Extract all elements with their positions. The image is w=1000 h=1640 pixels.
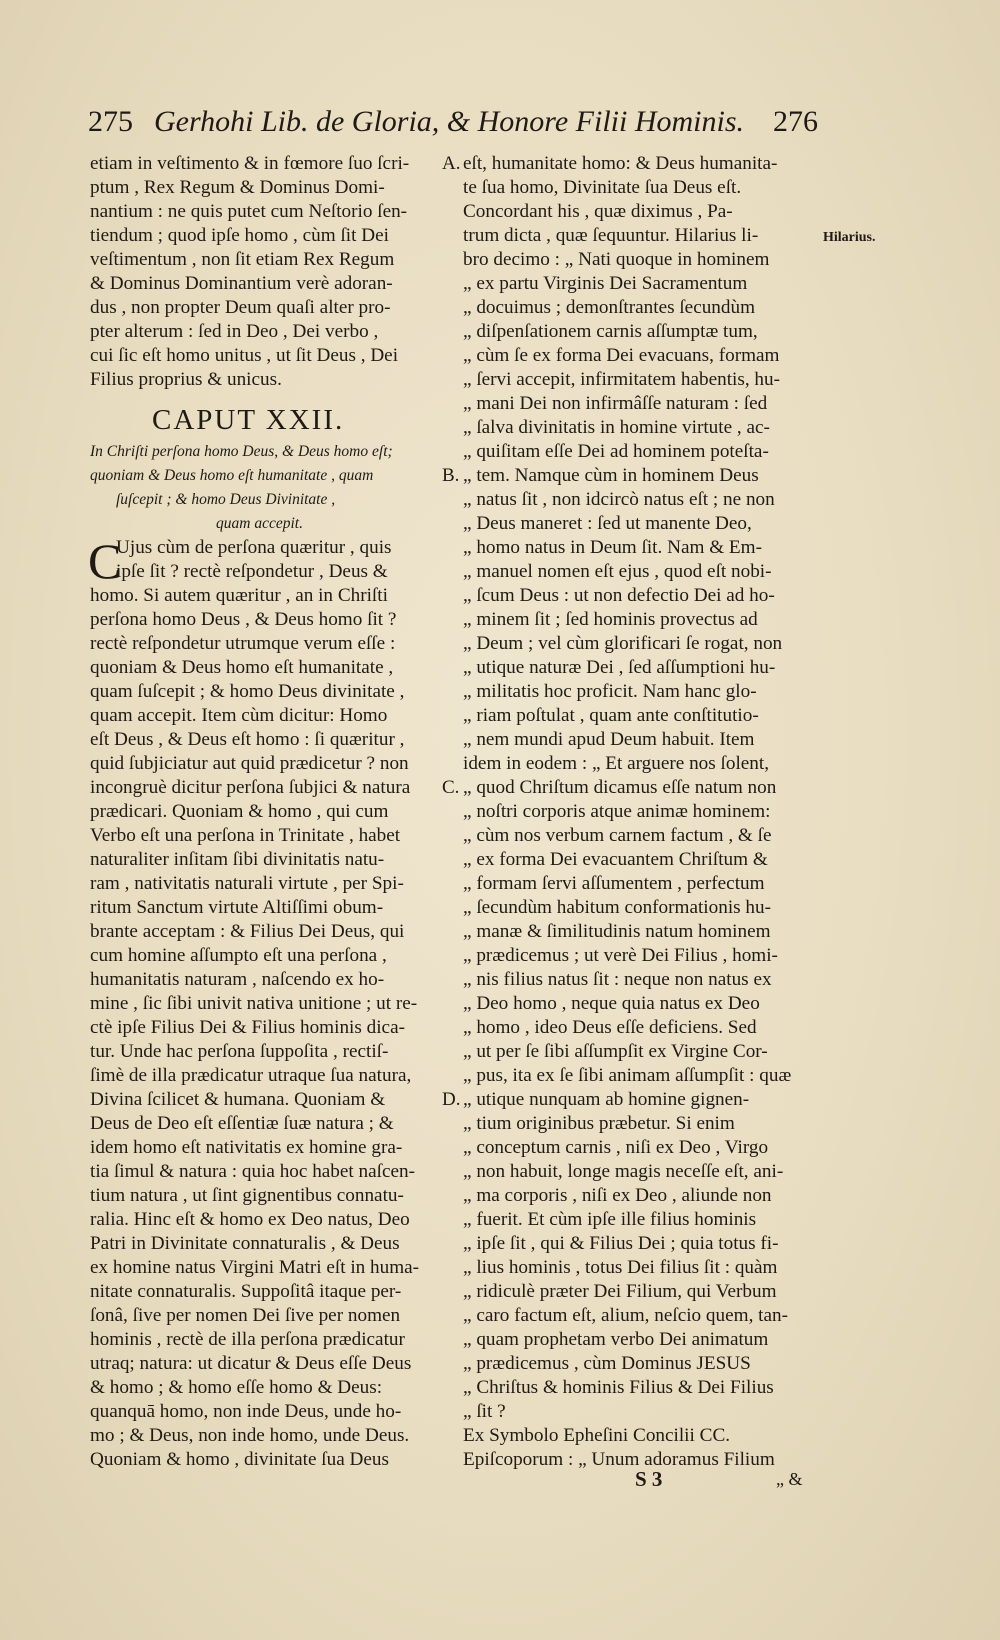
text-line: „ ridiculè præter Dei Filium, qui Verbum: [463, 1281, 777, 1302]
text-line: Quoniam & homo , divinitate ſua Deus: [90, 1449, 389, 1470]
text-line: humanitatis naturam , naſcendo ex ho-: [90, 969, 385, 990]
section-letter-a: A.: [442, 153, 461, 174]
chapter-summary-line: quam accepit.: [216, 515, 303, 532]
right-column: [463, 152, 823, 1472]
text-line: Filius proprius & unicus.: [90, 369, 282, 390]
text-line: Deus de Deo eſt eſſentiæ ſuæ natura ; &: [90, 1113, 394, 1134]
text-line: tium natura , ut ſint gignentibus connatu-: [90, 1185, 404, 1206]
section-letter-d: D.: [442, 1089, 461, 1110]
text-line: & homo ; & homo eſſe homo & Deus:: [90, 1377, 383, 1398]
catchword: „ &: [776, 1469, 803, 1489]
text-line: veſtimentum , non ſit etiam Rex Regum: [90, 249, 395, 270]
text-line: quam accepit. Item cùm dicitur: Homo: [90, 705, 388, 726]
chapter-summary-line: quoniam & Deus homo eſt humanitate , quam: [90, 467, 374, 484]
text-line: tiendum ; quod ipſe homo , cùm ſit Dei: [90, 225, 389, 246]
text-line: „ diſpenſationem carnis aſſumptæ tum,: [463, 321, 758, 342]
text-line: ſimè de illa prædicatur utraque ſua natura,: [90, 1065, 412, 1086]
text-line: nantium : ne quis putet cum Neſtorio ſen-: [90, 201, 408, 222]
text-line: ctè ipſe Filius Dei & Filius hominis dica-: [90, 1017, 405, 1038]
text-line: trum dicta , quæ ſequuntur. Hilarius li-: [463, 225, 759, 246]
text-line: prædicari. Quoniam & homo , qui cum: [90, 801, 389, 822]
text-line: „ prædicemus , cùm Dominus JESUS: [463, 1353, 751, 1374]
text-line: „ noſtri corporis atque animæ hominem:: [463, 801, 771, 822]
text-line: Concordant his , quæ diximus , Pa-: [463, 201, 733, 222]
text-line: „ minem ſit ; ſed hominis provectus ad: [463, 609, 758, 630]
text-line: „ manuel nomen eſt ejus , quod eſt nobi-: [463, 561, 772, 582]
text-line: „ homo natus in Deum ſit. Nam & Em-: [463, 537, 762, 558]
text-line: „ docuimus ; demonſtrantes ſecundùm: [463, 297, 756, 318]
page-number-left: 275: [88, 105, 133, 138]
text-line: „ quod Chriſtum dicamus eſſe natum non: [463, 777, 777, 798]
left-column: [90, 152, 440, 1472]
text-line: quam ſuſcepit ; & homo Deus divinitate ,: [90, 681, 405, 702]
text-line: „ formam ſervi aſſumentem , perfectum: [463, 873, 765, 894]
text-line: tia ſimul & natura : quia hoc habet naſcen-: [90, 1161, 416, 1182]
text-line: „ cùm nos verbum carnem factum , & ſe: [463, 825, 772, 846]
text-line: incongruè dicitur perſona ſubjici & natura: [90, 777, 411, 798]
text-line: cum homine aſſumpto eſt una perſona ,: [90, 945, 387, 966]
text-line: Verbo eſt una perſona in Trinitate , habet: [90, 825, 401, 846]
text-line: „ Deum ; vel cùm glorificari ſe rogat, non: [463, 633, 783, 654]
text-line: „ utique nunquam ab homine gignen-: [463, 1089, 750, 1110]
text-line: idem homo eſt nativitatis ex homine gra-: [90, 1137, 403, 1158]
chapter-heading: CAPUT XXII.: [152, 404, 345, 436]
text-line: „ mani Dei non infirmâſſe naturam : ſed: [463, 393, 768, 414]
text-line: „ ex partu Virginis Dei Sacramentum: [463, 273, 748, 294]
section-letter-b: B.: [442, 465, 460, 486]
text-line: nitate connaturalis. Suppoſitâ itaque per-: [90, 1281, 402, 1302]
margin-note-hilarius: Hilarius.: [823, 230, 876, 245]
text-line: „ tem. Namque cùm in hominem Deus: [463, 465, 759, 486]
text-line: bro decimo : „ Nati quoque in hominem: [463, 249, 770, 270]
text-line: ralia. Hinc eſt & homo ex Deo natus, Deo: [90, 1209, 410, 1230]
text-line: eſt Deus , & Deus eſt homo : ſi quæritur ,: [90, 729, 405, 750]
text-line: Patri in Divinitate connaturalis , & Deus: [90, 1233, 400, 1254]
text-line: ex homine natus Virgini Matri eſt in huma-: [90, 1257, 420, 1278]
text-line: „ utique naturæ Dei , ſed aſſumptioni hu-: [463, 657, 776, 678]
text-line: brante acceptam : & Filius Dei Deus, qui: [90, 921, 405, 942]
text-line: „ ipſe ſit , qui & Filius Dei ; quia totus fi-: [463, 1233, 779, 1254]
text-line: „ ſcum Deus : ut non defectio Dei ad ho-: [463, 585, 775, 606]
text-line: „ fuerit. Et cùm ipſe ille filius hominis: [463, 1209, 757, 1230]
text-line: „ quam prophetam verbo Dei animatum: [463, 1329, 769, 1350]
text-line: ram , nativitatis naturali virtute , per Spi-: [90, 873, 404, 894]
text-line: quid ſubjiciatur aut quid prædicetur ? non: [90, 753, 409, 774]
text-line: „ caro factum eſt, alium, neſcio quem, tan-: [463, 1305, 788, 1326]
text-line: tur. Unde hac perſona ſuppoſita , rectiſ-: [90, 1041, 389, 1062]
text-line: „ Deo homo , neque quia natus ex Deo: [463, 993, 760, 1014]
text-line: „ ſit ?: [463, 1401, 506, 1422]
text-line: ritum Sanctum virtute Altiſſimi obum-: [90, 897, 384, 918]
text-line: ſonâ, ſive per nomen Dei ſive per nomen: [90, 1305, 401, 1326]
text-line: rectè reſpondetur utrumque verum eſſe :: [90, 633, 396, 654]
text-line: mo ; & Deus, non inde homo, unde Deus.: [90, 1425, 410, 1446]
text-line: Divina ſcilicet & humana. Quoniam &: [90, 1089, 386, 1110]
left-column-body: [90, 584, 440, 1472]
text-line: dus , non propter Deum quaſi alter pro-: [90, 297, 391, 318]
text-line: eſt, humanitate homo: & Deus humanita-: [463, 153, 778, 174]
text-line: „ ut per ſe ſibi aſſumpſit ex Virgine Cor-: [463, 1041, 768, 1062]
text-line: „ manæ & ſimilitudinis natum hominem: [463, 921, 771, 942]
chapter-second-line: ipſe ſit ? rectè reſpondetur , Deus &: [116, 561, 388, 582]
text-line: & Dominus Dominantium verè adoran-: [90, 273, 393, 294]
text-line: ptum , Rex Regum & Dominus Domi-: [90, 177, 385, 198]
chapter-summary-line: In Chriſti perſona homo Deus, & Deus homo eſt;: [90, 443, 393, 460]
text-line: te ſua homo, Divinitate ſua Deus eſt.: [463, 177, 742, 198]
text-line: „ lius hominis , totus Dei filius ſit : quàm: [463, 1257, 778, 1278]
page-number-right: 276: [773, 105, 818, 138]
text-line: „ ex forma Dei evacuantem Chriſtum &: [463, 849, 768, 870]
text-line: idem in eodem : „ Et arguere nos ſolent,: [463, 753, 770, 774]
text-line: „ natus ſit , non idcircò natus eſt ; ne non: [463, 489, 775, 510]
text-line: „ ma corporis , niſi ex Deo , aliunde non: [463, 1185, 772, 1206]
text-line: „ Deus maneret : ſed ut manente Deo,: [463, 513, 752, 534]
section-letter-c: C.: [442, 777, 460, 798]
text-line: utraq; natura: ut dicatur & Deus eſſe Deus: [90, 1353, 412, 1374]
text-line: „ pus, ita ex ſe ſibi animam aſſumpſit : quæ: [463, 1065, 792, 1086]
text-line: cui ſic eſt homo unitus , ut ſit Deus , Dei: [90, 345, 399, 366]
text-line: „ nem mundi apud Deum habuit. Item: [463, 729, 755, 750]
chapter-summary-line: ſuſcepit ; & homo Deus Divinitate ,: [116, 491, 336, 508]
text-line: „ prædicemus ; ut verè Dei Filius , homi-: [463, 945, 778, 966]
text-line: „ riam poſtulat , quam ante conſtitutio-: [463, 705, 759, 726]
text-line: quoniam & Deus homo eſt humanitate ,: [90, 657, 394, 678]
text-line: „ Chriſtus & hominis Filius & Dei Filius: [463, 1377, 774, 1398]
text-line: homo. Si autem quæritur , an in Chriſti: [90, 585, 388, 606]
text-line: Epiſcoporum : „ Unum adoramus Filium: [463, 1449, 775, 1470]
text-line: „ homo , ideo Deus eſſe deficiens. Sed: [463, 1017, 757, 1038]
text-line: „ militatis hoc proficit. Nam hanc glo-: [463, 681, 757, 702]
running-header: [88, 100, 818, 144]
text-line: „ nis filius natus ſit : neque non natus ex: [463, 969, 772, 990]
text-line: „ ſalva divinitatis in homine virtute , ac-: [463, 417, 770, 438]
text-line: hominis , rectè de illa perſona prædicatur: [90, 1329, 405, 1350]
text-line: „ cùm ſe ex forma Dei evacuans, formam: [463, 345, 780, 366]
text-line: perſona homo Deus , & Deus homo ſit ?: [90, 609, 397, 630]
text-line: „ non habuit, longe magis neceſſe eſt, ani-: [463, 1161, 784, 1182]
text-line: naturaliter inſitam ſibi divinitatis natu-: [90, 849, 385, 870]
text-line: „ tium originibus præbetur. Si enim: [463, 1113, 735, 1134]
text-line: „ ſervi accepit, infirmitatem habentis, hu-: [463, 369, 781, 390]
text-line: „ ſecundùm habitum conformationis hu-: [463, 897, 771, 918]
text-line: pter alterum : ſed in Deo , Dei verbo ,: [90, 321, 379, 342]
text-line: etiam in veſtimento & in fœmore ſuo ſcri-: [90, 153, 410, 174]
text-line: Ex Symbolo Epheſini Concilii CC.: [463, 1425, 731, 1446]
running-title: Gerhohi Lib. de Gloria, & Honore Filii Hominis.: [154, 105, 745, 138]
text-line: „ quiſitam eſſe Dei ad hominem poteſta-: [463, 441, 769, 462]
text-line: „ conceptum carnis , niſi ex Deo , Virgo: [463, 1137, 769, 1158]
signature-mark: S 3: [635, 1467, 663, 1491]
drop-capital: C: [88, 533, 122, 589]
first-line-text: Ujus cùm de perſona quæritur , quis: [116, 537, 392, 558]
text-line: mine , ſic ſibi univit nativa unitione ; ut re-: [90, 993, 418, 1014]
text-line: quanquā homo, non inde Deus, unde ho-: [90, 1401, 402, 1422]
left-column-opening: [90, 152, 440, 392]
